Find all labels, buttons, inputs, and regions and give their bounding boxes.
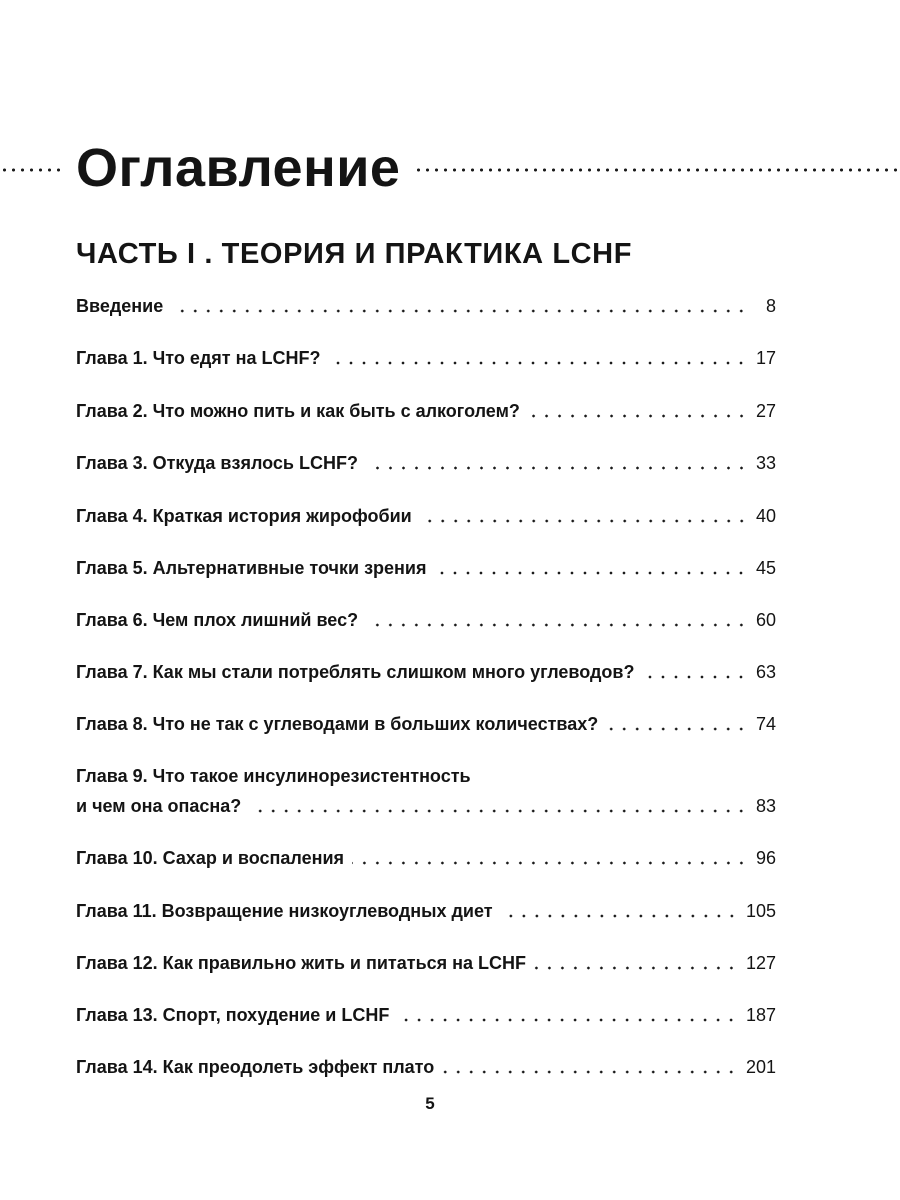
page-number: 5 xyxy=(425,1094,435,1113)
toc-entry-page: 105 xyxy=(745,901,776,921)
toc-dotted-leader xyxy=(642,675,747,679)
toc-dotted-leader xyxy=(366,623,748,627)
toc-entry-page: 27 xyxy=(755,401,776,421)
toc-entry-title: Глава 13. Спорт, похудение и LCHF xyxy=(76,1005,390,1025)
toc-entry[interactable] xyxy=(76,396,776,426)
toc-entry-page: 40 xyxy=(755,506,776,526)
toc-dotted-leader xyxy=(352,861,748,865)
toc-entry[interactable] xyxy=(76,343,776,373)
toc-dotted-leader xyxy=(528,414,748,418)
toc-entry-page: 63 xyxy=(755,662,776,682)
toc-entry-title-line1: Глава 9. Что такое инсулинорезистентность xyxy=(76,766,471,786)
toc-entry-page: 187 xyxy=(745,1005,776,1025)
toc-dotted-leader xyxy=(534,966,738,970)
toc-entry-page: 83 xyxy=(755,796,776,816)
toc-dotted-leader xyxy=(420,519,748,523)
toc-entry[interactable] xyxy=(76,896,776,926)
toc-entry[interactable] xyxy=(76,709,776,739)
toc-entry-title: Глава 14. Как преодолеть эффект плато xyxy=(76,1057,435,1077)
toc-entry-page: 8 xyxy=(765,296,776,316)
toc-dotted-leader xyxy=(397,1018,738,1022)
toc-entry-title: Глава 1. Что едят на LCHF? xyxy=(76,348,321,368)
toc-entry[interactable] xyxy=(76,948,776,978)
toc-title-row xyxy=(0,128,900,208)
toc-dotted-leader xyxy=(501,914,738,918)
toc-entry-page: 74 xyxy=(755,714,776,734)
toc-entry-page: 33 xyxy=(755,453,776,473)
toc-entry[interactable] xyxy=(76,1052,776,1082)
toc-entry-page: 127 xyxy=(745,953,776,973)
toc-entry-title: Глава 12. Как правильно жить и питаться на LCHF xyxy=(76,953,527,973)
toc-entry-title: Введение xyxy=(76,296,164,316)
toc-dotted-leader xyxy=(606,727,748,731)
title-dotted-leader-right xyxy=(414,168,900,172)
toc-entry[interactable] xyxy=(76,448,776,478)
toc-entry-page: 17 xyxy=(755,348,776,368)
toc-entry-title: Глава 10. Сахар и воспаления xyxy=(76,848,345,868)
toc-entry-title: Глава 2. Что можно пить и как быть с алкоголем? xyxy=(76,401,520,421)
toc-entry[interactable] xyxy=(76,553,776,583)
toc-entry-page: 45 xyxy=(755,558,776,578)
toc-entry[interactable] xyxy=(76,501,776,531)
toc-entry[interactable] xyxy=(76,605,776,635)
toc-entry-page: 96 xyxy=(755,848,776,868)
toc-entry[interactable] xyxy=(76,1000,776,1030)
toc-entry-title: Глава 3. Откуда взялось LCHF? xyxy=(76,453,358,473)
toc-dotted-leader xyxy=(171,309,748,313)
toc-entry-title: Глава 6. Чем плох лишний вес? xyxy=(76,610,359,630)
toc-dotted-leader xyxy=(434,571,747,575)
toc-dotted-leader xyxy=(328,361,748,365)
toc-entry-title: Глава 5. Альтернативные точки зрения xyxy=(76,558,427,578)
toc-entry[interactable] xyxy=(76,843,776,873)
part-heading: ЧАСТЬ I . ТЕОРИЯ И ПРАКТИКА LCHF xyxy=(76,238,633,270)
toc-dotted-leader xyxy=(249,809,748,813)
toc-entry[interactable] xyxy=(76,291,776,321)
toc-entry-title: Глава 11. Возвращение низкоуглеводных диет xyxy=(76,901,493,921)
toc-entry-page: 201 xyxy=(745,1057,776,1077)
toc-dotted-leader xyxy=(442,1070,738,1074)
toc-entry-title: Глава 4. Краткая история жирофобии xyxy=(76,506,412,526)
toc-entry-title: и чем она опасна? xyxy=(76,796,242,816)
toc-entry[interactable] xyxy=(76,761,776,821)
toc-entry-title: Глава 7. Как мы стали потреблять слишком много углеводов? xyxy=(76,662,635,682)
toc-title: Оглавление xyxy=(76,138,401,198)
toc-dotted-leader xyxy=(366,466,748,470)
title-dotted-leader-left xyxy=(0,168,62,172)
toc-entry-title: Глава 8. Что не так с углеводами в больших количествах? xyxy=(76,714,599,734)
toc-entry[interactable] xyxy=(76,657,776,687)
toc-entry-page: 60 xyxy=(755,610,776,630)
